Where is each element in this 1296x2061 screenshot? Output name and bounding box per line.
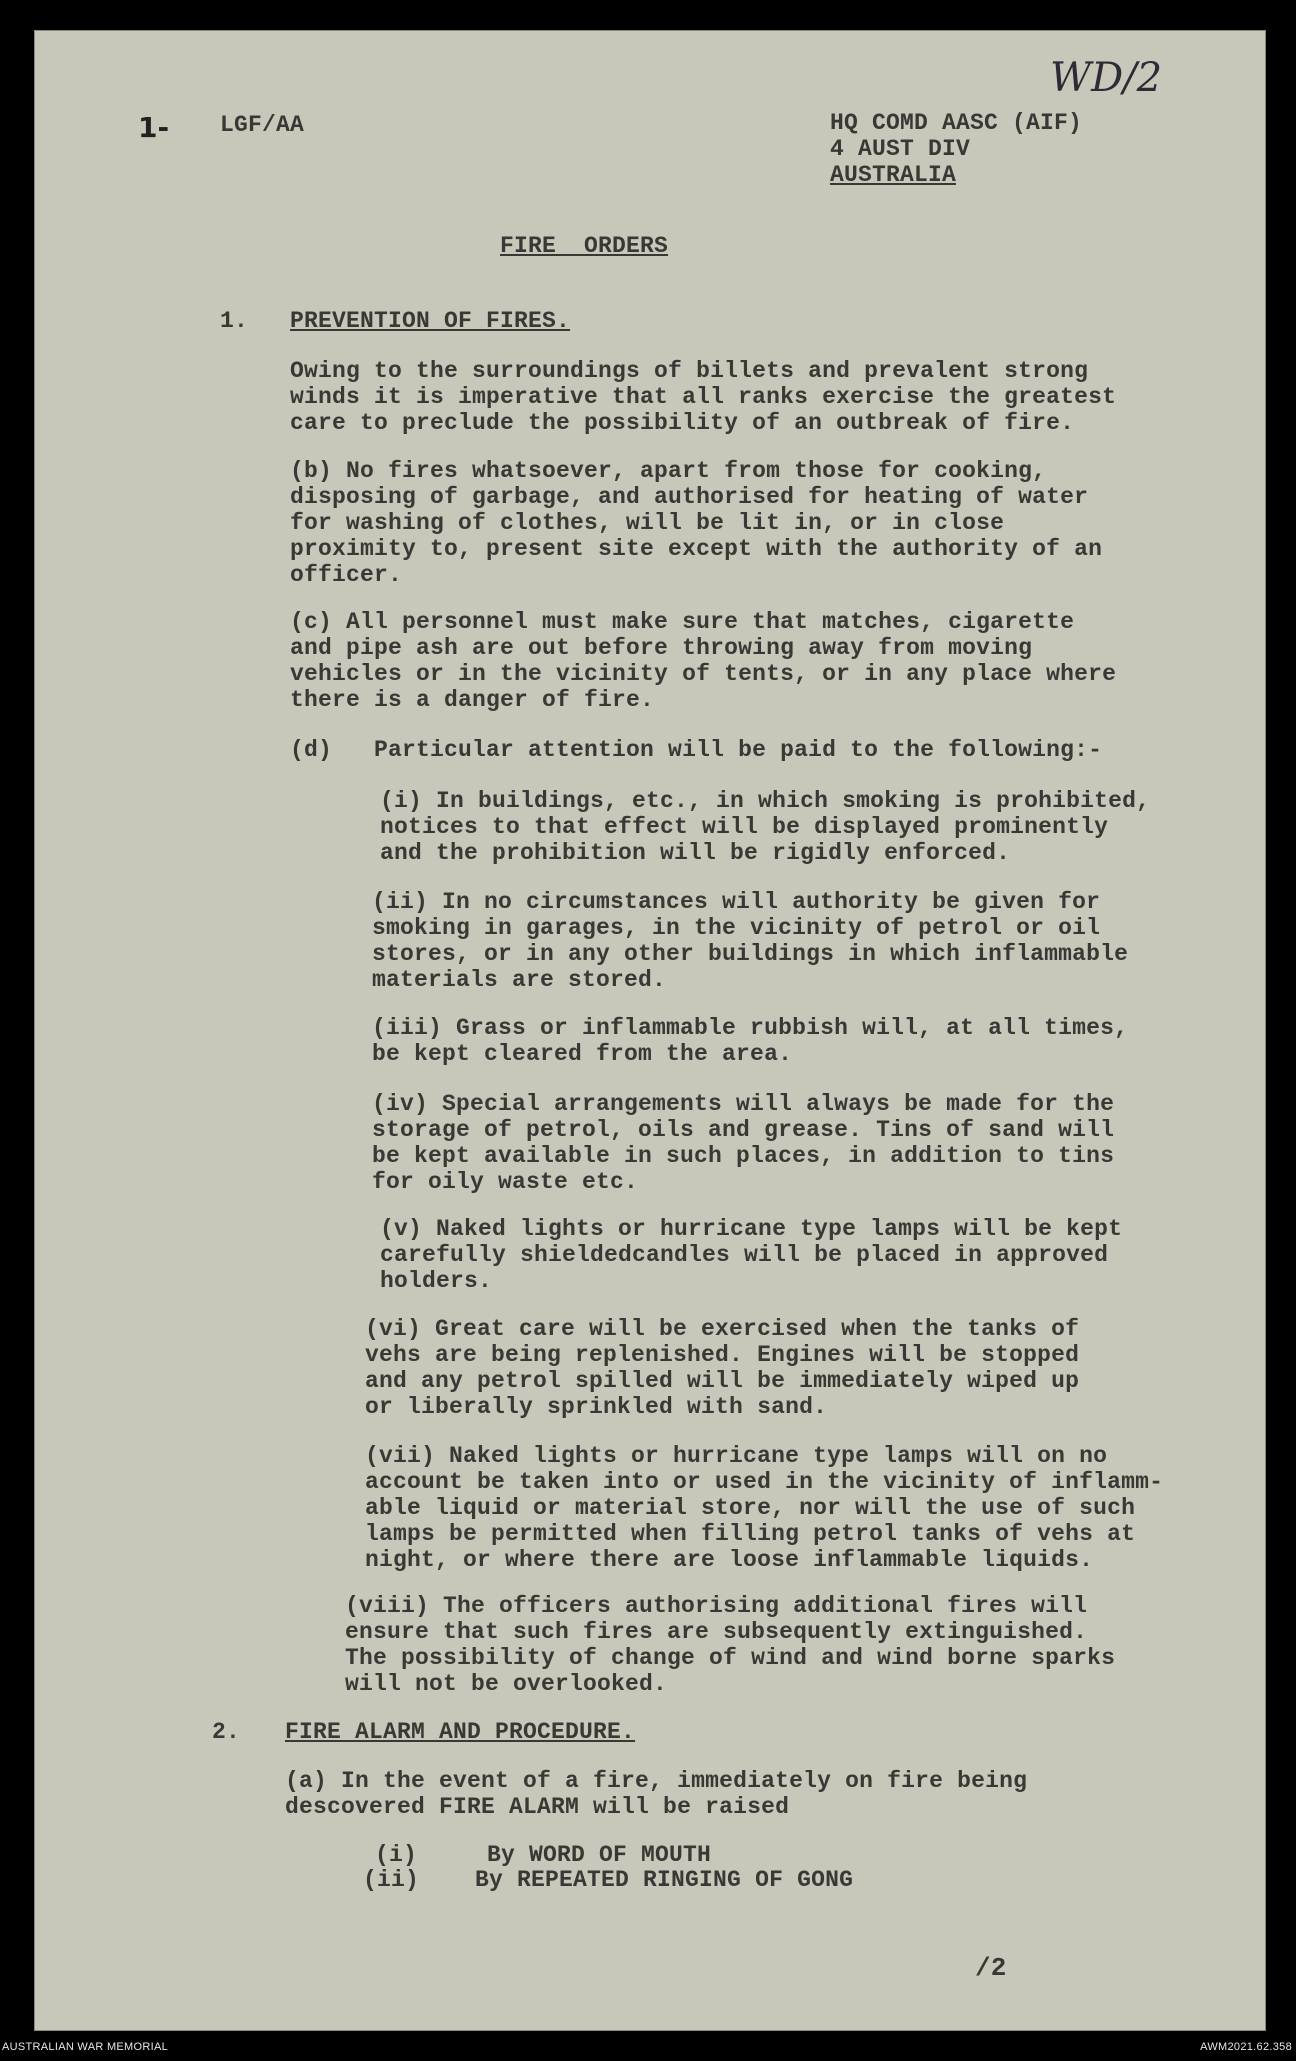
page-continuation-marker: /2 [975, 1953, 1007, 1983]
unit-line-2: 4 AUST DIV [830, 136, 971, 162]
footer-source: AUSTRALIAN WAR MEMORIAL [2, 2041, 169, 2053]
section-2-heading: FIRE ALARM AND PROCEDURE. [285, 1719, 636, 1745]
handwritten-annotation: WD/2 [1050, 55, 1163, 101]
subparagraph-2a-i: (i) By WORD OF MOUTH [375, 1842, 712, 1868]
subparagraph-vii: (vii) Naked lights or hurricane type lamps will on no account be taken into or used in the vicinity of inflamm- able liquid or material store, nor will the use of such lamps be permitted when filling petrol tanks of vehs at night, or where there are loose inflammable liquids. [365, 1443, 1164, 1573]
footer-accession-number: AWM2021.62.358 [1200, 2041, 1292, 2053]
paragraph-b: (b) No fires whatsoever, apart from those for cooking, disposing of garbage, and authorised for heating of water for washing of clothes, will be lit in, or in close proximity to, present site except with the authority of an officer. [290, 458, 1103, 588]
subparagraph-iii: (iii) Grass or inflammable rubbish will, at all times, be kept cleared from the area. [372, 1015, 1129, 1067]
reference-code: LGF/AA [220, 112, 305, 138]
paragraph-2a: (a) In the event of a fire, immediately on fire being descovered FIRE ALARM will be raised [285, 1768, 1028, 1820]
paragraph-d: (d) Particular attention will be paid to the following:- [290, 737, 1103, 763]
section-1-heading: PREVENTION OF FIRES. [290, 308, 571, 334]
unit-line-3: AUSTRALIA [830, 162, 957, 188]
section-1-intro: Owing to the surroundings of billets and prevalent strong winds it is imperative that all ranks exercise the greatest care to preclude the possibility of an outbreak of fire. [290, 358, 1117, 436]
paragraph-c: (c) All personnel must make sure that matches, cigarette and pipe ash are out before throwing away from moving vehicles or in the vicinity of tents, or in any place where there is a danger of fire. [290, 609, 1117, 713]
section-1-number: 1. [220, 308, 249, 334]
hole-mark: 1- [138, 111, 170, 144]
subparagraph-ii: (ii) In no circumstances will authority be given for smoking in garages, in the vicinity of petrol or oil stores, or in any other buildings in which inflammable materials are stored. [372, 889, 1129, 993]
subparagraph-viii: (viii) The officers authorising additional fires will ensure that such fires are subsequently extinguished. The possibility of change of wind and wind borne sparks will not be overlooked. [345, 1593, 1116, 1697]
subparagraph-v: (v) Naked lights or hurricane type lamps will be kept carefully shieldedcandles will be placed in approved holders. [380, 1216, 1123, 1294]
subparagraph-2a-ii: (ii) By REPEATED RINGING OF GONG [363, 1867, 854, 1893]
subparagraph-vi: (vi) Great care will be exercised when the tanks of vehs are being replenished. Engines will be stopped and any petrol spilled will be immediately wiped up or liberally sprinkled with sand. [365, 1316, 1080, 1420]
subparagraph-iv: (iv) Special arrangements will always be made for the storage of petrol, oils and grease. Tins of sand will be kept available in such places, in addition to tins for oily waste etc. [372, 1091, 1115, 1195]
subparagraph-i: (i) In buildings, etc., in which smoking is prohibited, notices to that effect will be displayed prominently and the prohibition will be rigidly enforced. [380, 788, 1151, 866]
document-title: FIRE ORDERS [500, 233, 669, 259]
unit-line-1: HQ COMD AASC (AIF) [830, 110, 1083, 136]
section-2-number: 2. [212, 1719, 241, 1745]
